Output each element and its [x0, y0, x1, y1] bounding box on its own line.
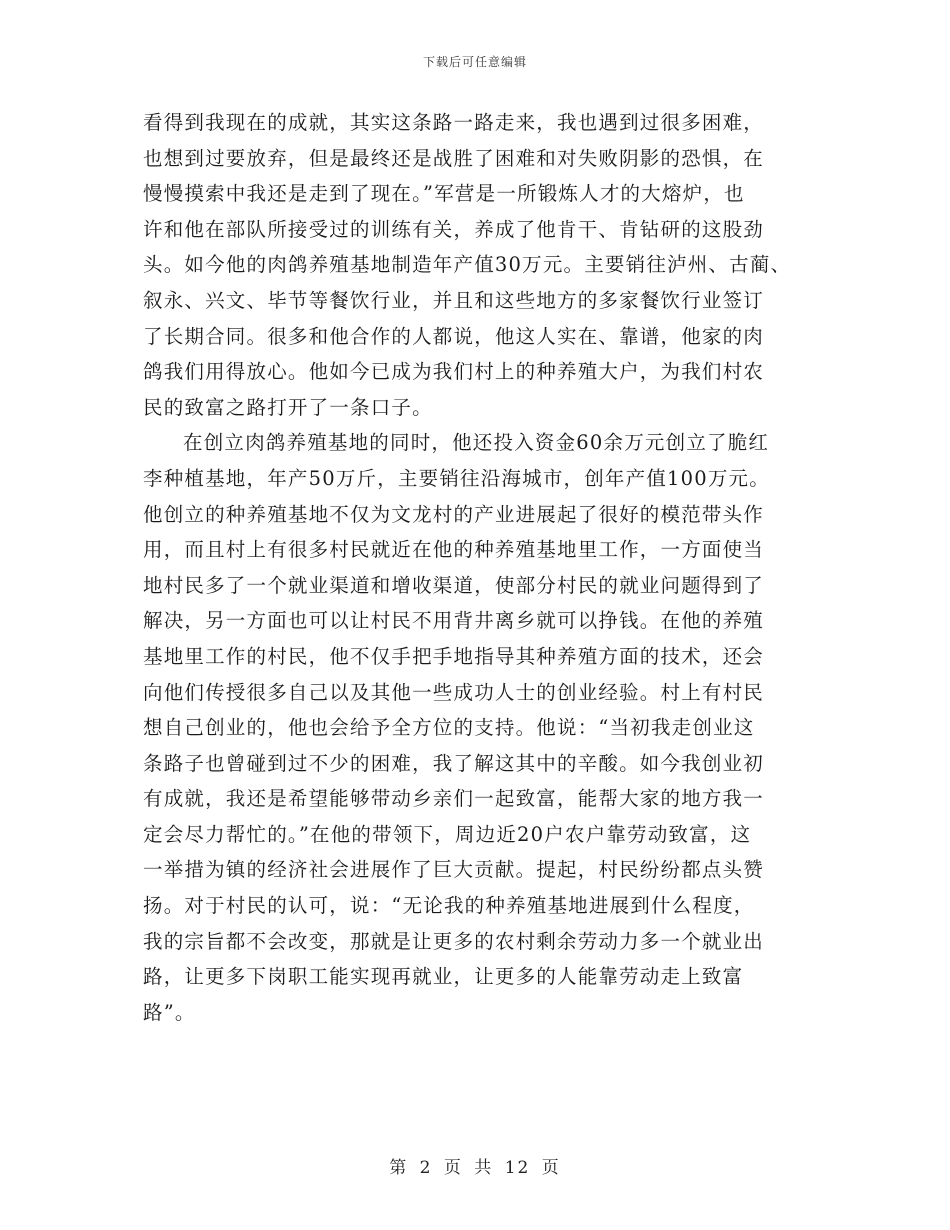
text-line: 基地里工作的村民，他不仅手把手地指导其种养殖方面的技术，还会: [143, 644, 765, 668]
text-line: 想自己创业的，他也会给予全方位的支持。他说：“当初我走创业这: [143, 716, 755, 740]
text-line: 条路子也曾碰到过不少的困难，我了解这其中的辛酸。如今我创业初: [143, 751, 765, 775]
text-line: 李种植基地，年产50万斤，主要销往沿海城市，创年产值100万元。: [143, 466, 770, 490]
text-line: 也想到过要放弃，但是最终还是战胜了困难和对失败阴影的恐惧，在: [143, 146, 765, 170]
text-line: 解决，另一方面也可以让村民不用背井离乡就可以挣钱。在他的养殖: [143, 609, 765, 633]
text-line: 路”。: [143, 1000, 196, 1024]
text-line: 路，让更多下岗职工能实现再就业，让更多的人能靠劳动走上致富: [143, 965, 744, 989]
text-line: 叙永、兴文、毕节等餐饮行业，并且和这些地方的多家餐饮行业签订: [143, 288, 765, 312]
text-line: 用，而且村上有很多村民就近在他的种养殖基地里工作，一方面使当: [143, 538, 765, 562]
text-line: 鸽我们用得放心。他如今已成为我们村上的种养殖大户，为我们村农: [143, 360, 765, 384]
page-number: 第 2 页 共 12 页: [389, 1158, 561, 1178]
text-line: 一举措为镇的经济社会进展作了巨大贡献。提起，村民纷纷都点头赞: [143, 858, 765, 882]
text-line: 了长期合同。很多和他合作的人都说，他这人实在、靠谱，他家的肉: [143, 324, 765, 348]
text-line: 民的致富之路打开了一条口子。: [143, 395, 433, 419]
text-line: 看得到我现在的成就，其实这条路一路走来，我也遇到过很多困难，: [143, 111, 765, 134]
text-line: 许和他在部队所接受过的训练有关，养成了他肯干、肯钻研的这股劲: [143, 217, 765, 241]
text-line: 定会尽力帮忙的。”在他的带领下，周边近20户农户靠劳动致富，这: [143, 822, 752, 846]
text-line: 我的宗旨都不会改变，那就是让更多的农村剩余劳动力多一个就业出: [143, 929, 765, 953]
paragraph-start-line: 在创立肉鸽养殖基地的同时，他还投入资金60余万元创立了脆红: [183, 431, 770, 455]
text-line: 扬。对于村民的认可，说：“无论我的种养殖基地进展到什么程度，: [143, 894, 755, 918]
text-line: 有成就，我还是希望能够带动乡亲们一起致富，能帮大家的地方我一: [143, 787, 765, 811]
text-line: 地村民多了一个就业渠道和增收渠道，使部分村民的就业问题得到了: [143, 573, 765, 597]
body-text: [143, 105, 823, 1030]
text-line: 向他们传授很多自己以及其他一些成功人士的创业经验。村上有村民: [143, 680, 765, 704]
text-line: 慢慢摸索中我还是走到了现在。”军营是一所锻炼人才的大熔炉，也: [143, 182, 745, 206]
header-note: 下载后可任意编辑: [422, 55, 527, 69]
text-line: 头。如今他的肉鸽养殖基地制造年产值30万元。主要销往泸州、古蔺、: [143, 253, 792, 277]
text-line: 他创立的种养殖基地不仅为文龙村的产业进展起了很好的模范带头作: [143, 502, 765, 526]
